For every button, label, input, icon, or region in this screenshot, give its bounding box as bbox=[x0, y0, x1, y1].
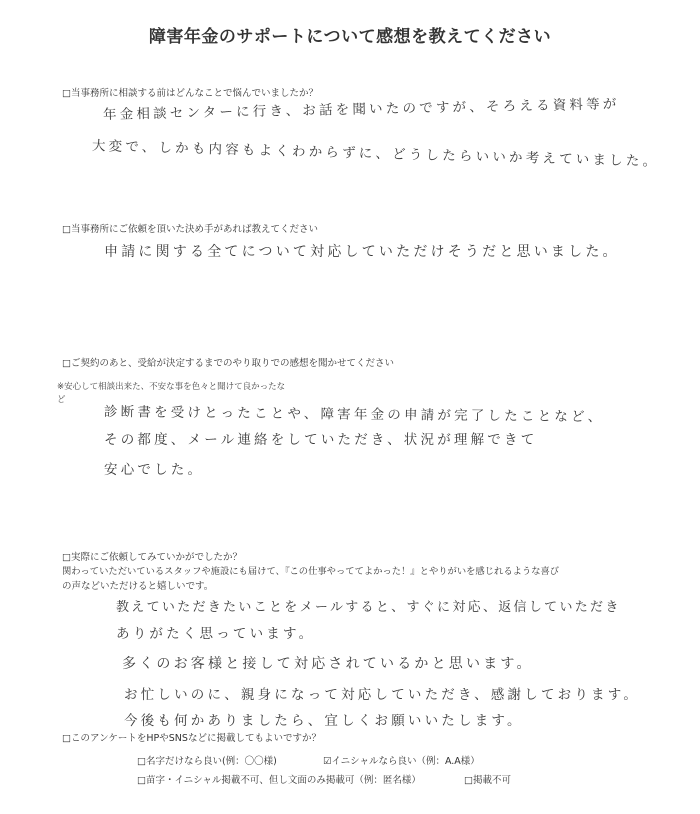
option-surname-only[interactable]: □名字だけなら良い(例：〇〇様) bbox=[137, 756, 277, 767]
answer-3-line-3: 安心でした。 bbox=[104, 462, 205, 478]
question-4: □実際にご依頼してみていかがでしたか？ bbox=[62, 552, 242, 563]
question-3: □ご契約のあと、受給が決定するまでのやり取りでの感想を聞かせてください bbox=[62, 358, 394, 369]
question-5: □このアンケートをHPやSNSなどに掲載してもよいですか？ bbox=[62, 733, 321, 744]
answer-1-line-2: 大変で、しかも内容もよくわからずに、どうしたらいいか考えていました。 bbox=[91, 138, 660, 170]
page-title: 障害年金のサポートについて感想を教えてください bbox=[148, 27, 552, 47]
answer-4-line-1: 教えていただきたいことをメールすると、すぐに対応、返信していただき bbox=[116, 600, 621, 615]
answer-3-line-1: 診断書を受けとったことや、障害年金の申請が完了したことなど、 bbox=[103, 404, 605, 426]
question-2: □当事務所にご依頼を頂いた決め手があれば教えてください bbox=[62, 224, 318, 235]
question-1: □当事務所に相談する前はどんなことで悩んでいましたか？ bbox=[62, 88, 318, 99]
answer-3-line-2: その都度、メール連絡をしていただき、状況が理解できて bbox=[104, 432, 538, 448]
option-initials-checked[interactable]: ☑イニシャルなら良い（例：A.A様） bbox=[323, 756, 480, 767]
answer-4-line-3: 多くのお客様と接して対応されているかと思います。 bbox=[122, 656, 534, 672]
question-3-note: ※安心して相談出来た、不安な事を色々と聞けて良かったな bbox=[57, 382, 286, 392]
answer-2-line-1: 申請に関する全てについて対応していただけそうだと思いました。 bbox=[104, 244, 620, 260]
answer-4-line-2: ありがたく思っています。 bbox=[116, 626, 316, 642]
answer-4-line-5: 今後も何かありましたら、宜しくお願いいたします。 bbox=[124, 713, 524, 729]
question-3-note-cont: ど bbox=[57, 395, 66, 405]
option-no-publish[interactable]: □掲載不可 bbox=[464, 775, 511, 786]
answer-1-line-1: 年金相談センターに行き、お話を聞いたのですが、そろえる資料等が bbox=[102, 96, 620, 123]
answer-4-line-4: お忙しいのに、親身になって対応していただき、感謝しております。 bbox=[124, 687, 641, 703]
question-4-sub-line-1: 関わっていただいているスタッフや施設にも届けて、『この仕事やっててよかった！』とやりがいを感じれるような喜び bbox=[62, 566, 560, 577]
option-text-only[interactable]: □苗字・イニシャル掲載不可、但し文面のみ掲載可（例：匿名様） bbox=[137, 775, 421, 786]
question-4-sub-line-2: の声などいただけると嬉しいです。 bbox=[62, 581, 214, 592]
